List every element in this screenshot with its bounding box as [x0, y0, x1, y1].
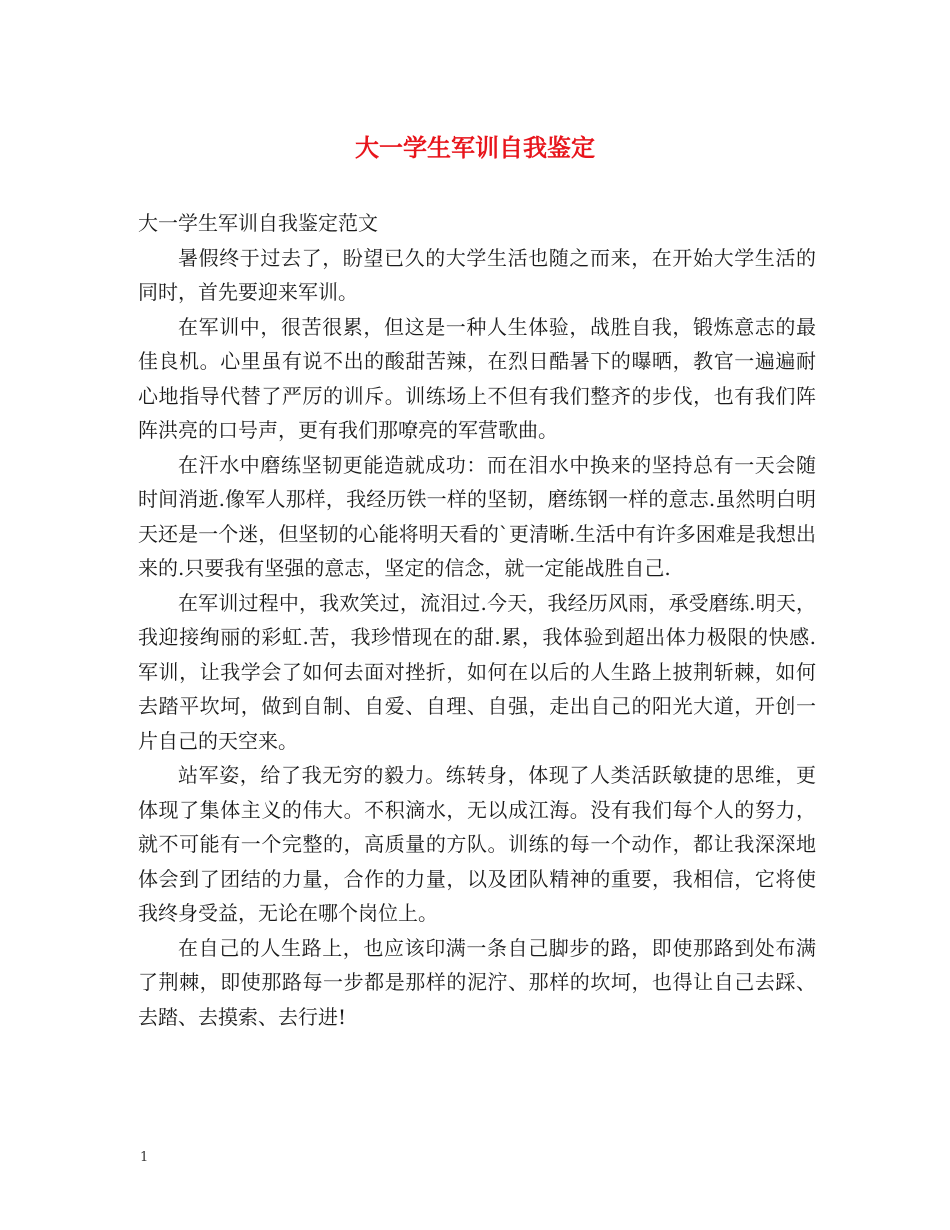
paragraph-6: 在自己的人生路上，也应该印满一条自己脚步的路，即使那路到处布满了荆棘，即使那路每一步都是那样的泥泞、那样的坎坷，也得让自己去踩、去踏、去摸索、去行进!	[138, 935, 816, 1029]
document-title: 大一学生军训自我鉴定	[355, 134, 595, 162]
document-body	[138, 206, 816, 1034]
paragraph-3: 在汗水中磨练坚韧更能造就成功：而在泪水中换来的坚持总有一天会随时间消逝.像军人那样，我经历铁一样的坚韧，磨练钢一样的意志.虽然明白明天还是一个迷，但坚韧的心能将明天看的`更清晰.生活中有许多困难是我想出来的.只要我有坚强的意志，坚定的信念，就一定能战胜自己.	[138, 452, 816, 580]
document-subheading: 大一学生军训自我鉴定范文	[138, 211, 378, 235]
paragraph-2: 在军训中，很苦很累，但这是一种人生体验，战胜自我，锻炼意志的最佳良机。心里虽有说不出的酸甜苦辣，在烈日酷暑下的曝晒，教官一遍遍耐心地指导代替了严厉的训斥。训练场上不但有我们整齐的步伐，也有我们阵阵洪亮的口号声，更有我们那嘹亮的军营歌曲。	[138, 314, 816, 442]
paragraph-1: 暑假终于过去了，盼望已久的大学生活也随之而来，在开始大学生活的同时，首先要迎来军训。	[138, 245, 816, 304]
paragraph-4: 在军训过程中，我欢笑过，流泪过.今天，我经历风雨，承受磨练.明天，我迎接绚丽的彩虹.苦，我珍惜现在的甜.累，我体验到超出体力极限的快感.军训，让我学会了如何去面对挫折，如何在以后的人生路上披荆斩棘，如何去踏平坎坷，做到自制、自爱、自理、自强，走出自己的阳光大道，开创一片自己的天空来。	[138, 590, 816, 753]
paragraph-5: 站军姿，给了我无穷的毅力。练转身，体现了人类活跃敏捷的思维，更体现了集体主义的伟大。不积滴水，无以成江海。没有我们每个人的努力，就不可能有一个完整的，高质量的方队。训练的每一个动作，都让我深深地体会到了团结的力量，合作的力量，以及团队精神的重要，我相信，它将使我终身受益，无论在哪个岗位上。	[138, 763, 816, 925]
page-number: 1	[140, 1150, 149, 1165]
